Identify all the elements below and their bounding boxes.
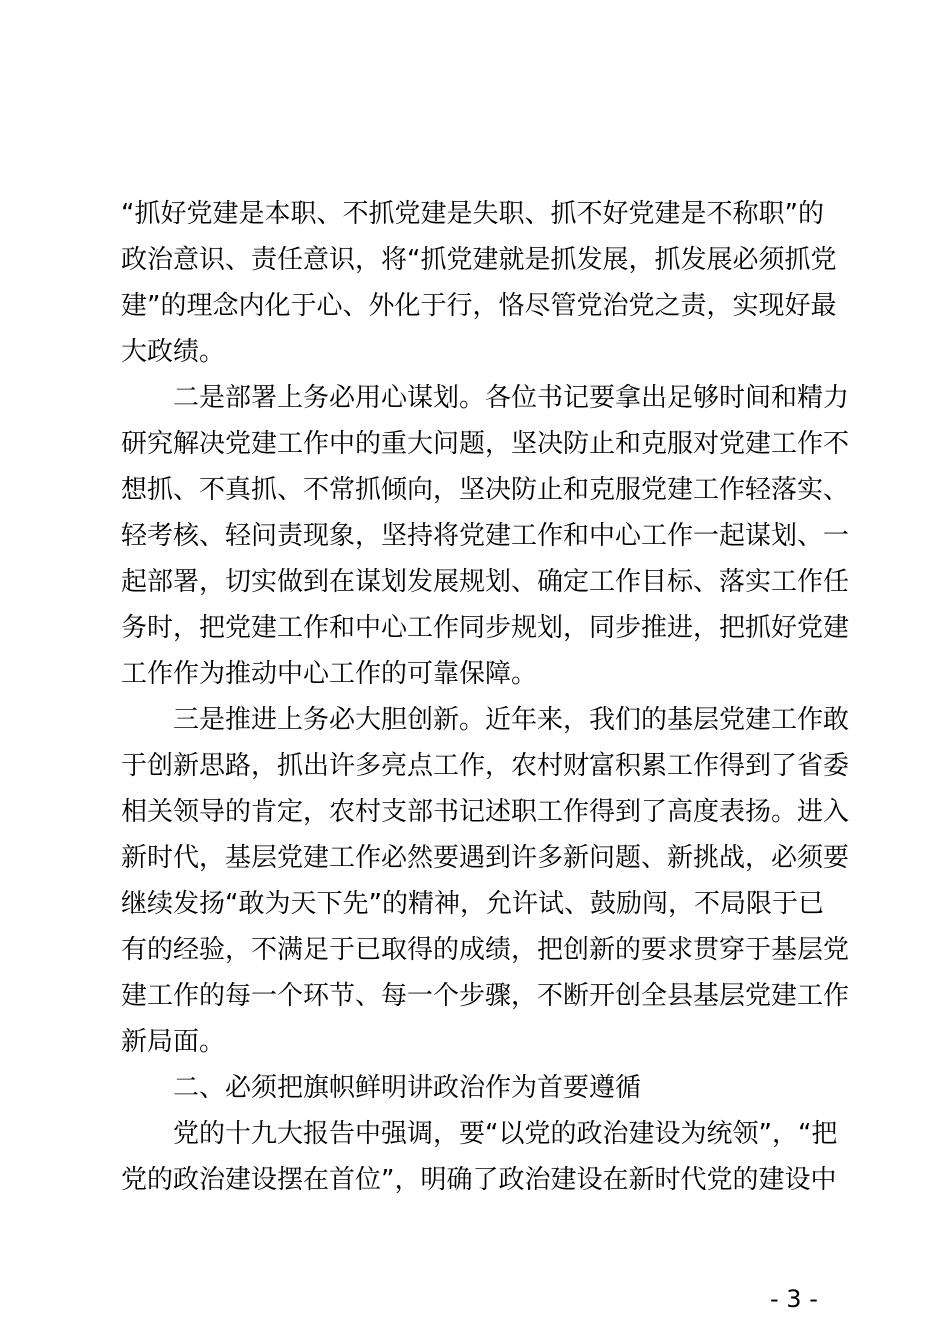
text-line: 相关领导的肯定，农村支部书记述职工作得到了高度表扬。进入 — [121, 797, 850, 827]
text-line: 务时，把党建工作和中心工作同步规划，同步推进，把抓好党建 — [121, 613, 850, 643]
page-number: - 3 - — [770, 1285, 818, 1313]
text-line: 建工作的每一个环节、每一个步骤，不断开创全县基层党建工作 — [121, 981, 850, 1011]
text-line: 研究解决党建工作中的重大问题，坚决防止和克服对党建工作不 — [121, 429, 850, 459]
text-line: 新时代，基层党建工作必然要遇到许多新问题、新挑战，必须要 — [121, 843, 850, 873]
text-line: 轻考核、轻问责现象，坚持将党建工作和中心工作一起谋划、一 — [121, 521, 850, 551]
text-line: 三是推进上务必大胆创新。近年来，我们的基层党建工作敢 — [173, 705, 850, 735]
text-line: 政治意识、责任意识，将“抓党建就是抓发展，抓发展必须抓党 — [121, 245, 837, 275]
text-line: 党的政治建设摆在首位”，明确了政治建设在新时代党的建设中 — [121, 1165, 837, 1195]
text-line: 新局面。 — [121, 1027, 226, 1057]
text-line: 工作作为推动中心工作的可靠保障。 — [121, 659, 538, 689]
text-line: 二是部署上务必用心谋划。各位书记要拿出足够时间和精力 — [173, 383, 850, 413]
text-line: “抓好党建是本职、不抓党建是失职、抓不好党建是不称职”的 — [121, 199, 824, 229]
text-line: 起部署，切实做到在谋划发展规划、确定工作目标、落实工作任 — [121, 567, 850, 597]
text-line: 有的经验，不满足于已取得的成绩，把创新的要求贯穿于基层党 — [121, 935, 850, 965]
text-line: 党的十九大报告中强调，要“以党的政治建设为统领”，“把 — [173, 1119, 838, 1149]
text-line: 建”的理念内化于心、外化于行，恪尽管党治党之责，实现好最 — [121, 291, 837, 321]
text-line: 于创新思路，抓出许多亮点工作，农村财富积累工作得到了省委 — [121, 751, 850, 781]
text-line: 大政绩。 — [121, 337, 226, 367]
text-line: 想抓、不真抓、不常抓倾向，坚决防止和克服党建工作轻落实、 — [121, 475, 850, 505]
text-line: 继续发扬“敢为天下先”的精神，允许试、鼓励闯，不局限于已 — [121, 889, 824, 919]
section-heading: 二、必须把旗帜鲜明讲政治作为首要遵循 — [173, 1073, 642, 1103]
